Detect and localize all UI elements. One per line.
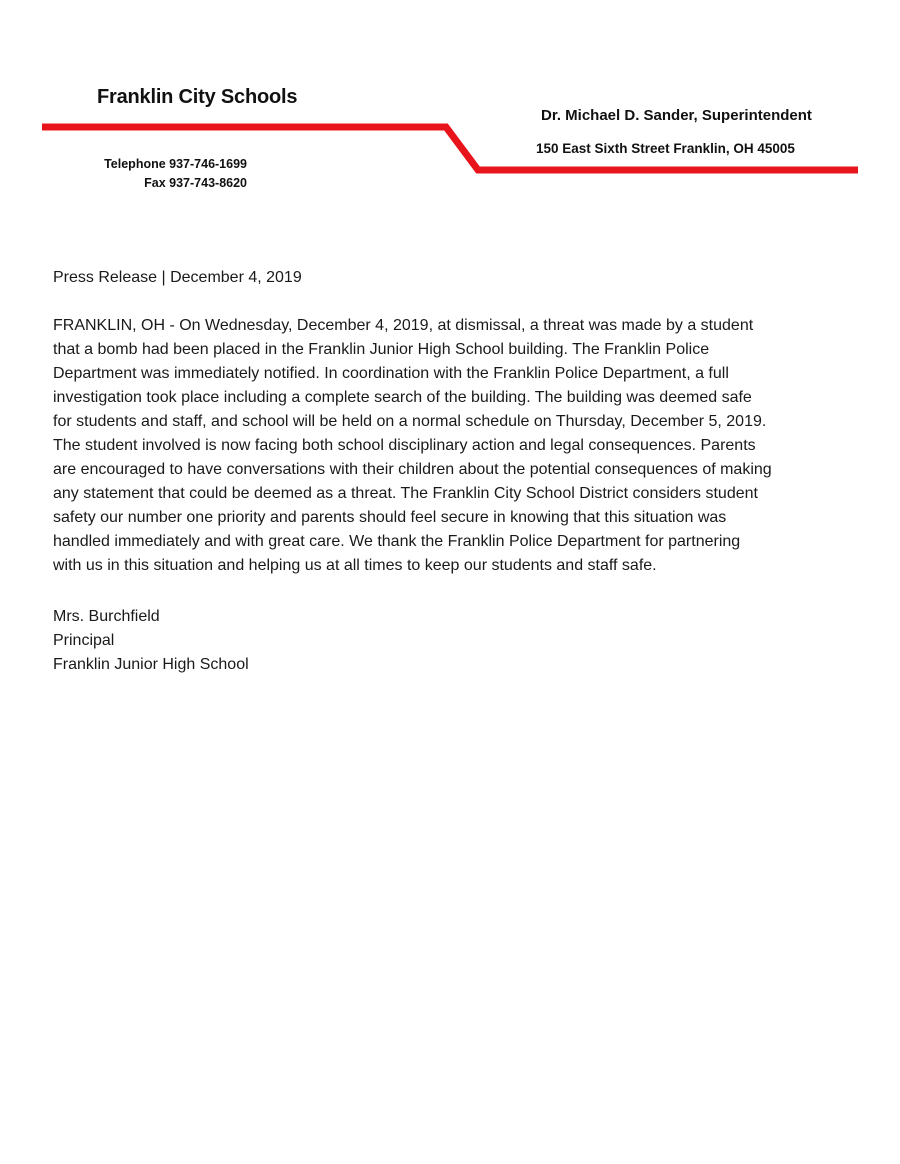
body-line: Department was immediately notified. In coordination with the Franklin Police Department, a full: [53, 365, 729, 382]
signature-block: [53, 605, 853, 677]
body-line: handled immediately and with great care. We thank the Franklin Police Department for partnering: [53, 533, 741, 550]
district-address: 150 East Sixth Street Franklin, OH 45005: [536, 141, 795, 156]
body-line: investigation took place including a complete search of the building. The building was deemed safe: [53, 389, 752, 406]
signatory-school: Franklin Junior High School: [53, 656, 249, 673]
body-line: FRANKLIN, OH - On Wednesday, December 4, 2019, at dismissal, a threat was made by a student: [53, 317, 754, 334]
body-line: The student involved is now facing both school disciplinary action and legal consequences. Parents: [53, 437, 756, 454]
district-name: Franklin City Schools: [97, 86, 298, 108]
press-release-body: [53, 314, 853, 578]
superintendent-name: Dr. Michael D. Sander, Superintendent: [541, 107, 812, 124]
press-release-header: Press Release | December 4, 2019: [53, 269, 302, 286]
body-line: safety our number one priority and parents should feel secure in knowing that this situation was: [53, 509, 727, 526]
telephone-number: Telephone 937-746-1699: [104, 157, 247, 171]
letterhead: [0, 0, 900, 230]
signatory-title: Principal: [53, 632, 115, 649]
body-line: for students and staff, and school will be held on a normal schedule on Thursday, December 5, 2019.: [53, 413, 767, 430]
fax-number: Fax 937-743-8620: [144, 176, 247, 190]
body-line: that a bomb had been placed in the Franklin Junior High School building. The Franklin Police: [53, 341, 710, 358]
signatory-name: Mrs. Burchfield: [53, 608, 160, 625]
body-line: any statement that could be deemed as a threat. The Franklin City School District considers student: [53, 485, 758, 502]
body-line: are encouraged to have conversations with their children about the potential consequences of making: [53, 461, 772, 478]
body-line: with us in this situation and helping us at all times to keep our students and staff safe.: [53, 557, 657, 574]
